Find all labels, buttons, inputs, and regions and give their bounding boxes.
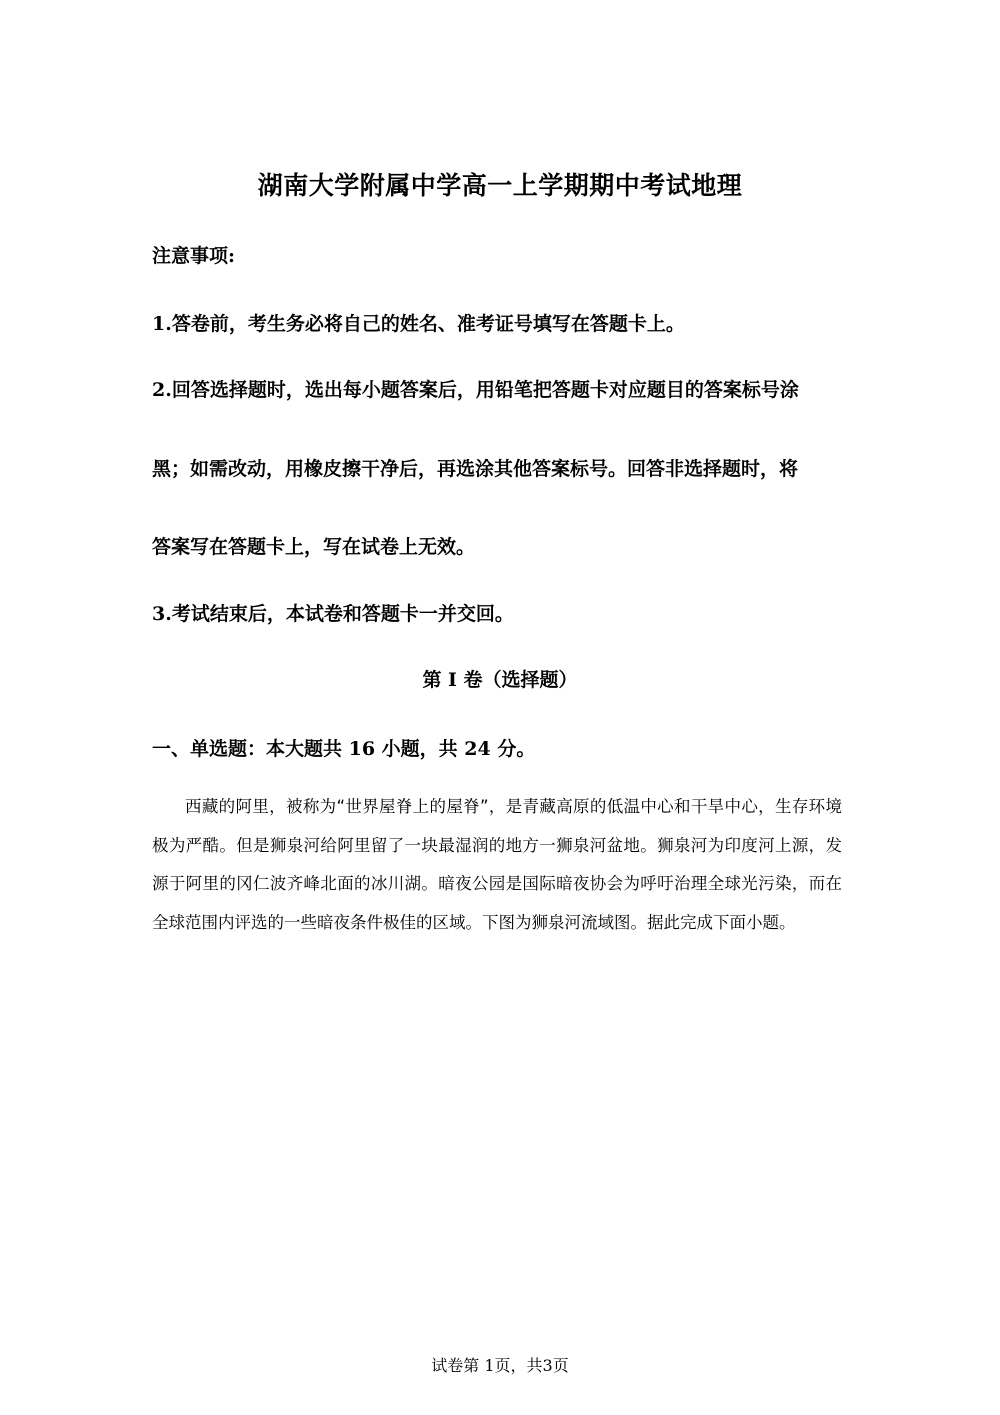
document-title: 湖南大学附属中学高一上学期期中考试地理 [257, 171, 743, 200]
part-title: 第 I 卷（选择题） [422, 669, 578, 691]
notice-item-3: 3.考试结束后，本试卷和答题卡一并交回。 [152, 603, 514, 625]
reading-passage: 西藏的阿里，被称为“世界屋脊上的屋脊”，是青藏高原的低温中心和干旱中心，生存环境极为严酷。但是狮泉河给阿里留了一块最湿润的地方一狮泉河盆地。狮泉河为印度河上源，发源于阿里的冈仁波齐峰北面的冰川湖。暗夜公园是国际暗夜协会为呼吁治理全球光污染，而在全球范围内评选的一些暗夜条件极佳的区域。下图为狮泉河流域图。据此完成下面小题。 [152, 797, 842, 932]
notice-item-2-line-1: 2.回答选择题时，选出每小题答案后，用铅笔把答题卡对应题目的答案标号涂 [152, 379, 799, 401]
notice-heading: 注意事项: [152, 245, 236, 267]
notice-item-1: 1.答卷前，考生务必将自己的姓名、准考证号填写在答题卡上。 [152, 313, 685, 335]
section-heading: 一、单选题：本大题共 16 小题，共 24 分。 [152, 738, 536, 760]
notice-item-2-line-3: 答案写在答题卡上，写在试卷上无效。 [152, 536, 476, 558]
page-footer: 试卷第 1页，共3页 [431, 1356, 569, 1375]
notice-item-2-line-2: 黑；如需改动，用橡皮擦干净后，再选涂其他答案标号。回答非选择题时，将 [152, 458, 799, 480]
